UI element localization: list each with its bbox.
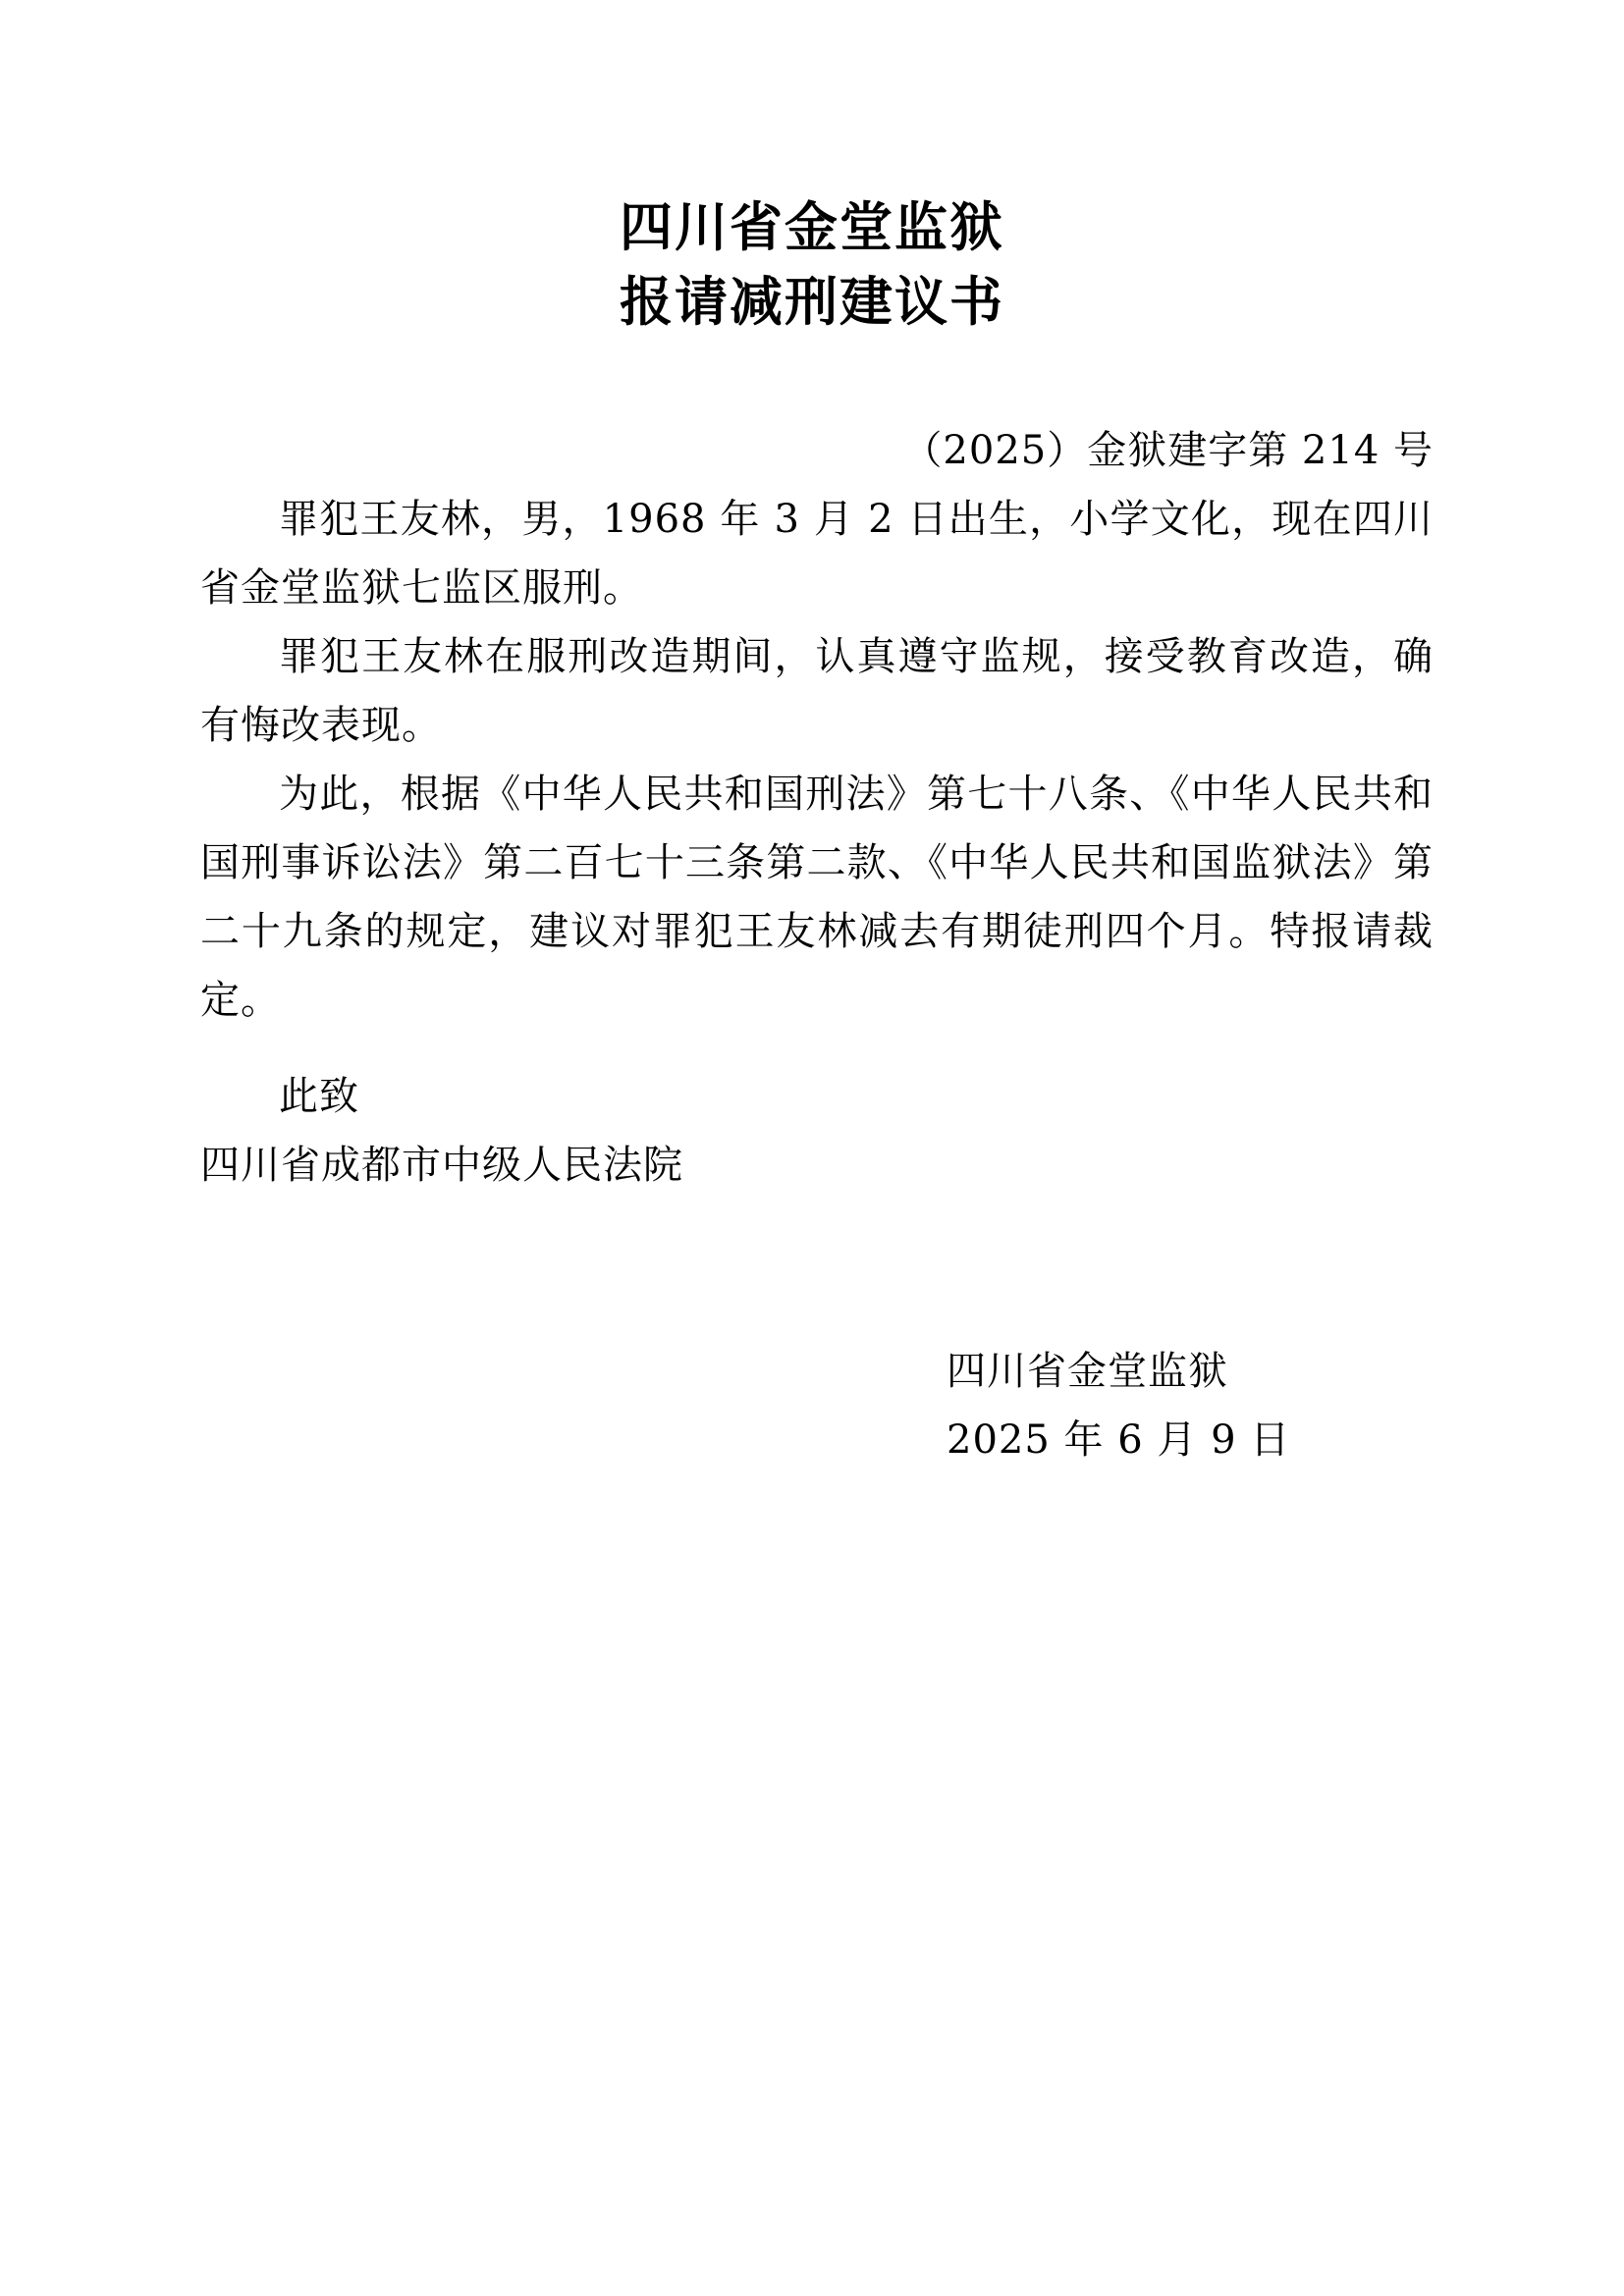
document-title-line2: 报请减刑建议书 xyxy=(620,271,1004,333)
paragraph-inmate-info: 罪犯王友林，男，1968 年 3 月 2 日出生，小学文化，现在四川省金堂监狱七监区服刑。 xyxy=(200,497,1434,611)
salutation: 此致 xyxy=(279,1074,359,1119)
recipient-court: 四川省成都市中级人民法院 xyxy=(200,1143,683,1188)
paragraph-conduct: 罪犯王友林在服刑改造期间，认真遵守监规，接受教育改造，确有悔改表现。 xyxy=(200,634,1434,748)
document-title-line1: 四川省金堂监狱 xyxy=(620,196,1004,258)
paragraph-recommendation: 为此，根据《中华人民共和国刑法》第七十八条、《中华人民共和国刑事诉讼法》第二百七十三条第二款、《中华人民共和国监狱法》第二十九条的规定，建议对罪犯王友林减去有期徒刑四个月。特报请裁定。 xyxy=(200,772,1434,1023)
document-body xyxy=(200,485,1434,1035)
document-number: （2025）金狱建字第 214 号 xyxy=(902,428,1434,473)
signature-date: 2025 年 6 月 9 日 xyxy=(947,1417,1291,1463)
signature-organization: 四川省金堂监狱 xyxy=(947,1349,1228,1394)
